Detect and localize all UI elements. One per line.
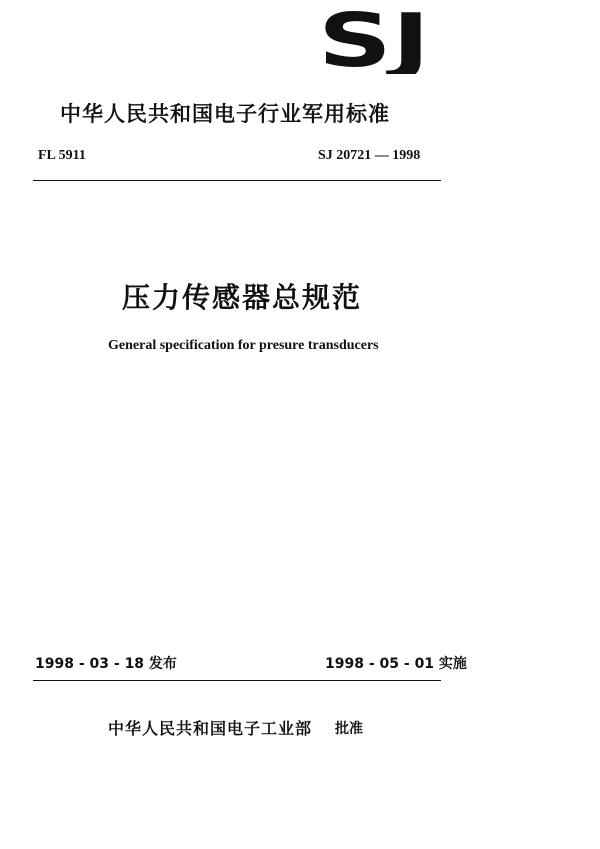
bottom-divider <box>33 680 441 681</box>
document-title-cn: 压力传感器总规范 <box>122 281 363 314</box>
document-title-en: General specification for presure transducers <box>108 338 379 353</box>
issue-date: 1998 - 03 - 18 发布 <box>35 656 177 672</box>
sj-logo-text: SJ <box>318 6 430 74</box>
implementation-date: 1998 - 05 - 01 实施 <box>325 656 467 672</box>
classification-code: FL 5911 <box>38 148 86 163</box>
sj-logo <box>318 6 434 74</box>
standard-category-title: 中华人民共和国电子行业军用标准 <box>60 102 390 126</box>
approval-label: 批准 <box>335 721 363 737</box>
top-divider <box>33 180 441 181</box>
issuing-authority: 中华人民共和国电子工业部 <box>108 719 313 738</box>
standard-number: SJ 20721 — 1998 <box>318 148 421 163</box>
sj-logo-mark <box>318 6 434 74</box>
